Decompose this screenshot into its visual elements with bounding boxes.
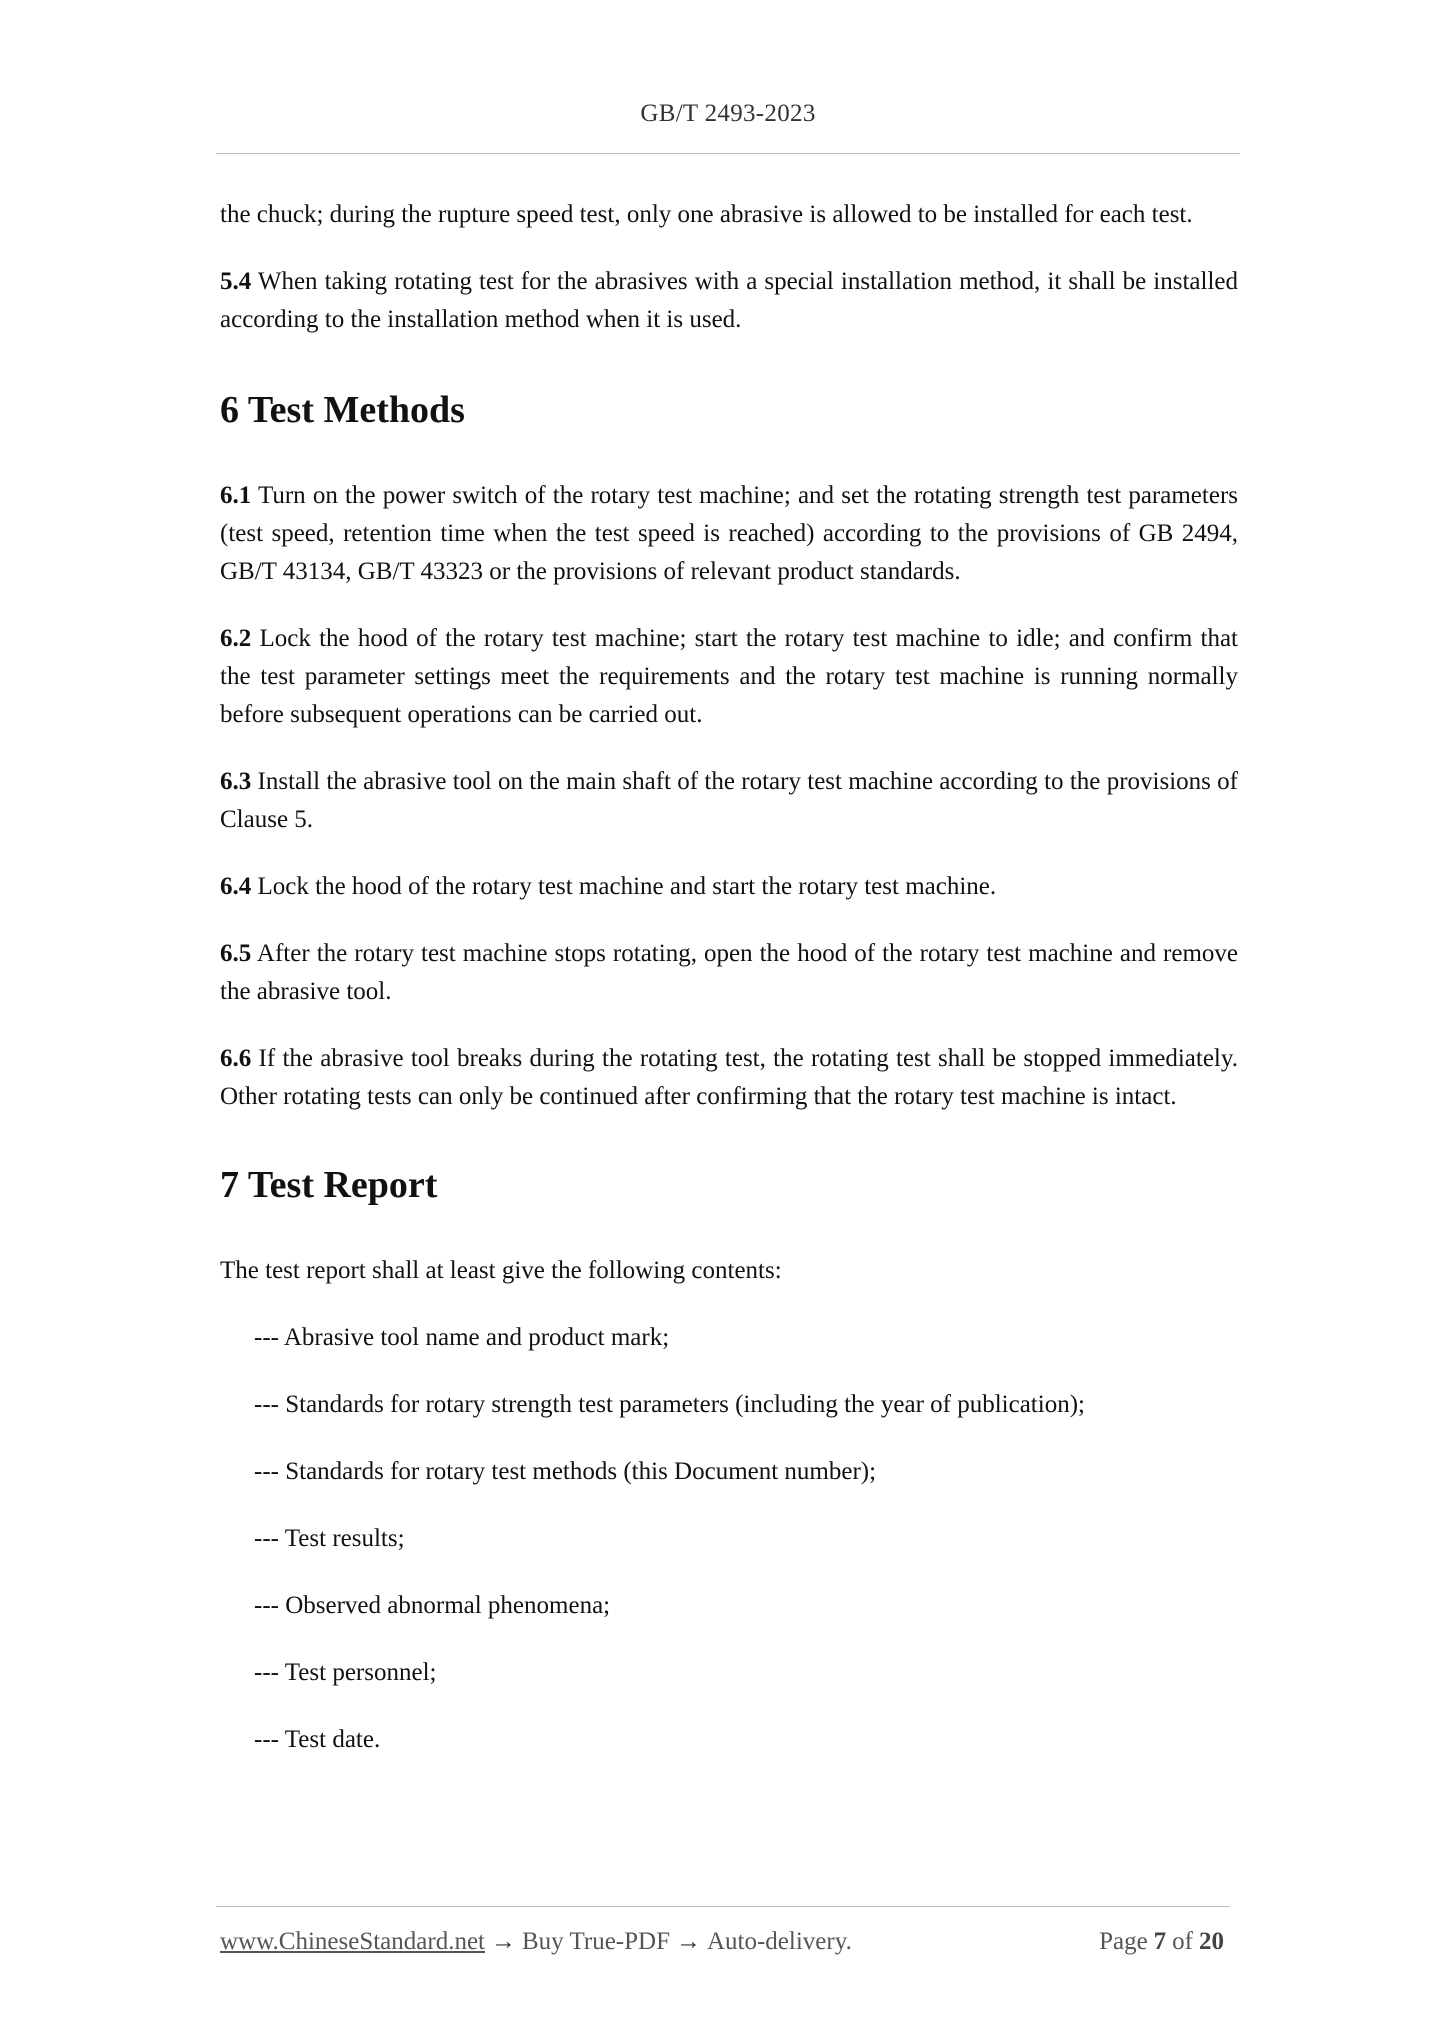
list-item: --- Test date. — [254, 1726, 381, 1753]
clause-number: 5.4 — [220, 268, 252, 295]
clause-6-3 — [220, 763, 1238, 839]
section-heading-test-report: 7 Test Report — [220, 1164, 438, 1206]
clause-number: 6.2 — [220, 625, 252, 652]
list-item: --- Standards for rotary test methods (this Document number); — [254, 1458, 877, 1485]
clause-6-6 — [220, 1040, 1238, 1116]
clause-number: 6.1 — [220, 482, 252, 509]
page-of: of — [1172, 1928, 1193, 1955]
clause-number: 6.5 — [220, 940, 252, 967]
footer-divider — [216, 1906, 1230, 1907]
clause-5-4 — [220, 263, 1238, 339]
clause-text: If the abrasive tool breaks during the rotating test, the rotating test shall be stopped immediately. Other rotating tests can only be continued after confirming that the rotary test machine is intact. — [220, 1045, 1238, 1110]
list-item: --- Observed abnormal phenomena; — [254, 1592, 611, 1619]
clause-6-1 — [220, 477, 1238, 591]
clause-text: Install the abrasive tool on the main shaft of the rotary test machine according to the provisions of Clause 5. — [220, 768, 1238, 833]
footer-promo — [220, 1924, 852, 1960]
clause-number: 6.6 — [220, 1045, 252, 1072]
clause-number: 6.3 — [220, 768, 252, 795]
clause-6-2 — [220, 620, 1238, 734]
paragraph-continued: the chuck; during the rupture speed test, only one abrasive is allowed to be installed for each test. — [220, 201, 1193, 228]
list-item: --- Test results; — [254, 1525, 405, 1552]
clause-text: After the rotary test machine stops rotating, open the hood of the rotary test machine and remove the abrasive tool. — [220, 940, 1238, 1005]
clause-text: Lock the hood of the rotary test machine; start the rotary test machine to idle; and confirm that the test parameter settings meet the requirements and the rotary test machine is running normally before subsequent operations can be carried out. — [220, 625, 1238, 728]
clause-text: Turn on the power switch of the rotary test machine; and set the rotating strength test parameters (test speed, retention time when the test speed is reached) according to the provisions of GB 2494, GB/T 43134, GB/T 43323 or the provisions of relevant product standards. — [220, 482, 1238, 585]
clause-text: Lock the hood of the rotary test machine and start the rotary test machine. — [251, 873, 997, 900]
page-indicator — [1099, 1924, 1230, 1960]
list-item: --- Standards for rotary strength test parameters (including the year of publication); — [254, 1391, 1085, 1418]
site-link[interactable]: www.ChineseStandard.net — [220, 1928, 485, 1955]
list-item: --- Abrasive tool name and product mark; — [254, 1324, 670, 1351]
right-arrow-icon: → — [491, 1928, 516, 1955]
delivery-text: Auto-delivery. — [706, 1928, 852, 1955]
page-current: 7 — [1153, 1928, 1167, 1955]
section-heading-test-methods: 6 Test Methods — [220, 389, 465, 431]
page-label: Page — [1099, 1928, 1148, 1955]
page-header-title: GB/T 2493-2023 — [640, 100, 816, 127]
page-content — [220, 196, 1238, 1759]
page-total: 20 — [1199, 1928, 1224, 1955]
clause-text: When taking rotating test for the abrasives with a special installation method, it shall be installed according to the installation method when it is used. — [220, 268, 1238, 333]
list-item: --- Test personnel; — [254, 1659, 437, 1686]
report-intro: The test report shall at least give the following contents: — [220, 1257, 782, 1284]
buy-text: Buy True-PDF — [522, 1928, 670, 1955]
clause-6-5 — [220, 935, 1238, 1011]
header-divider — [216, 153, 1240, 154]
page-footer — [220, 1924, 1230, 1960]
clause-6-4 — [220, 868, 1238, 906]
right-arrow-icon: → — [675, 1928, 701, 1955]
clause-number: 6.4 — [220, 873, 252, 900]
